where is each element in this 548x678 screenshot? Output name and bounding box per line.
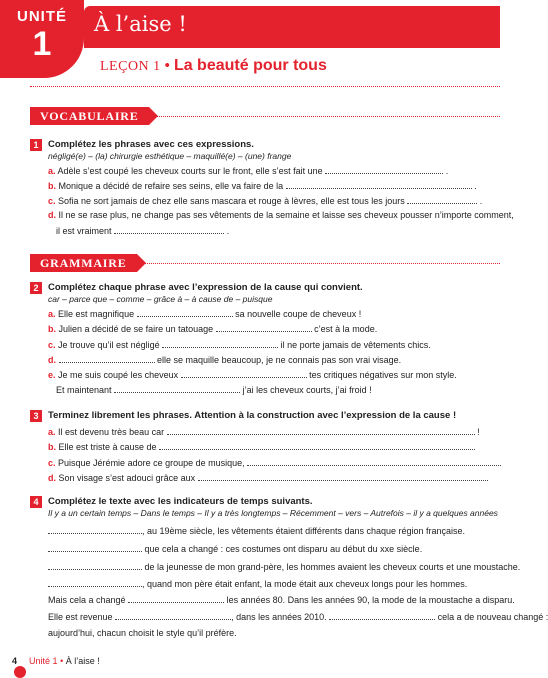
exercise-1-item-d-continued: il est vraiment . [56,226,230,236]
answer-blank[interactable] [286,180,472,189]
answer-blank[interactable] [247,457,501,466]
answer-blank[interactable] [48,543,142,552]
exercise-number-4: 4 [30,496,42,508]
unit-title-bar [84,6,500,48]
exercise-2-item-c: c. Je trouve qu’il est négligé il ne porte jamais de vêtements chics. [48,340,431,350]
unit-label: UNITÉ [17,8,67,25]
answer-blank[interactable] [48,525,142,534]
exercise-2-item-d: d. elle se maquille beaucoup, je ne connais pas son vrai visage. [48,355,402,365]
exercise-3-item-a: a. Il est devenu très beau car ! [48,427,480,437]
page-footer [12,656,100,666]
answer-blank[interactable] [216,323,312,332]
exercise-number-1: 1 [30,139,42,151]
exercise-1-item-a: a. Adèle s’est coupé les cheveux courts sur le front, elle s’est fait une . [48,166,449,176]
unit-number: 1 [32,25,52,63]
section-title-vocabulaire: VOCABULAIRE [40,109,139,123]
exercise-2-item-e-continued: Et maintenant j’ai les cheveux courts, j’ai froid ! [56,385,372,395]
section-divider-grammaire [134,263,500,264]
answer-blank[interactable] [198,472,488,481]
answer-blank[interactable] [114,225,224,234]
exercise-1-item-d: d. Il ne se rase plus, ne change pas ses vêtements de la semaine et laisse ses cheveux pousser n’importe comment, [48,210,514,220]
lesson-title: La beauté pour tous [173,57,327,74]
footer-unit-title: À l’aise ! [65,656,100,666]
header-divider [30,86,500,87]
lesson-separator: • [164,57,170,74]
answer-blank[interactable] [162,339,278,348]
section-title-grammaire: GRAMMAIRE [40,256,127,270]
answer-blank[interactable] [115,611,231,620]
answer-blank[interactable] [48,561,142,570]
exercise-2-item-a: a. Elle est magnifique sa nouvelle coupe de cheveux ! [48,309,362,319]
exercise-number-3: 3 [30,410,42,422]
answer-blank[interactable] [181,369,307,378]
answer-blank[interactable] [167,426,475,435]
exercise-3-item-b: b. Elle est triste à cause de [48,441,475,452]
unit-title: À l’aise ! [94,12,187,36]
exercise-4-line-1: , au 19ème siècle, les vêtements étaient différents dans chaque région française. [48,525,465,536]
answer-blank[interactable] [114,384,240,393]
answer-blank[interactable] [329,611,435,620]
exercise-3-title: Terminez librement les phrases. Attention à la construction avec l’expression de la cause ! [48,410,457,421]
answer-blank[interactable] [59,354,155,363]
exercise-4-line-6: Elle est revenue , dans les années 2010. cela a de nouveau changé : [48,612,548,622]
answer-blank[interactable] [48,578,142,587]
answer-blank[interactable] [137,308,233,317]
exercise-1-item-c: c. Sofia ne sort jamais de chez elle sans mascara et rouge à lèvres, elle est tous les jours . [48,196,483,206]
exercise-number-2: 2 [30,282,42,294]
exercise-4-title: Complétez le texte avec les indicateurs de temps suivants. [48,496,313,507]
footer-marker [14,666,26,678]
exercise-1-title: Complétez les phrases avec ces expressions. [48,139,254,150]
lesson-heading [100,57,327,75]
unit-badge [0,0,84,78]
exercise-4-line-3: de la jeunesse de mon grand-père, les hommes avaient les cheveux courts et une moustache. [48,561,520,572]
section-divider-vocabulaire [138,116,500,117]
page-number: 4 [12,656,18,666]
exercise-2-title: Complétez chaque phrase avec l’expression de la cause qui convient. [48,282,363,293]
exercise-4-line-5: Mais cela a changé les années 80. Dans les années 90, la mode de la moustache a disparu. [48,595,515,605]
section-banner-vocabulaire [30,107,149,125]
footer-unit-ref: Unité 1 [29,656,58,666]
exercise-2-item-b: b. Julien a décidé de se faire un tatouage c’est à la mode. [48,324,378,334]
exercise-1-item-b: b. Monique a décidé de refaire ses seins, elle va faire de la . [48,181,477,191]
exercise-3-item-c: c. Puisque Jérémie adore ce groupe de musique, [48,457,501,468]
exercise-2-word-bank: car – parce que – comme – grâce à – à cause de – puisque [48,294,273,304]
answer-blank[interactable] [159,441,475,450]
answer-blank[interactable] [407,195,477,204]
section-banner-grammaire [30,254,137,272]
exercise-1-word-bank: négligé(e) – (la) chirurgie esthétique – maquillé(e) – (une) frange [48,151,292,161]
exercise-2-item-e: e. Je me suis coupé les cheveux tes critiques négatives sur mon style. [48,370,457,380]
lesson-label: LEÇON 1 [100,59,161,74]
answer-blank[interactable] [128,594,224,603]
answer-blank[interactable] [325,165,443,174]
exercise-3-item-d: d. Son visage s’est adouci grâce aux [48,472,488,483]
exercise-4-word-bank: Il y a un certain temps – Dans le temps – Il y a très longtemps – Récemment – vers – Autrefois – il y a quelques années [48,508,498,518]
exercise-4-line-4: , quand mon père était enfant, la mode était aux cheveux longs pour les hommes. [48,578,467,589]
exercise-4-line-2: que cela a changé : ces costumes ont disparu au début du xxe siècle. [48,543,422,554]
footer-separator: • [60,656,64,666]
exercise-4-line-7: aujourd’hui, chacun choisit le style qu’il préfère. [48,628,237,638]
